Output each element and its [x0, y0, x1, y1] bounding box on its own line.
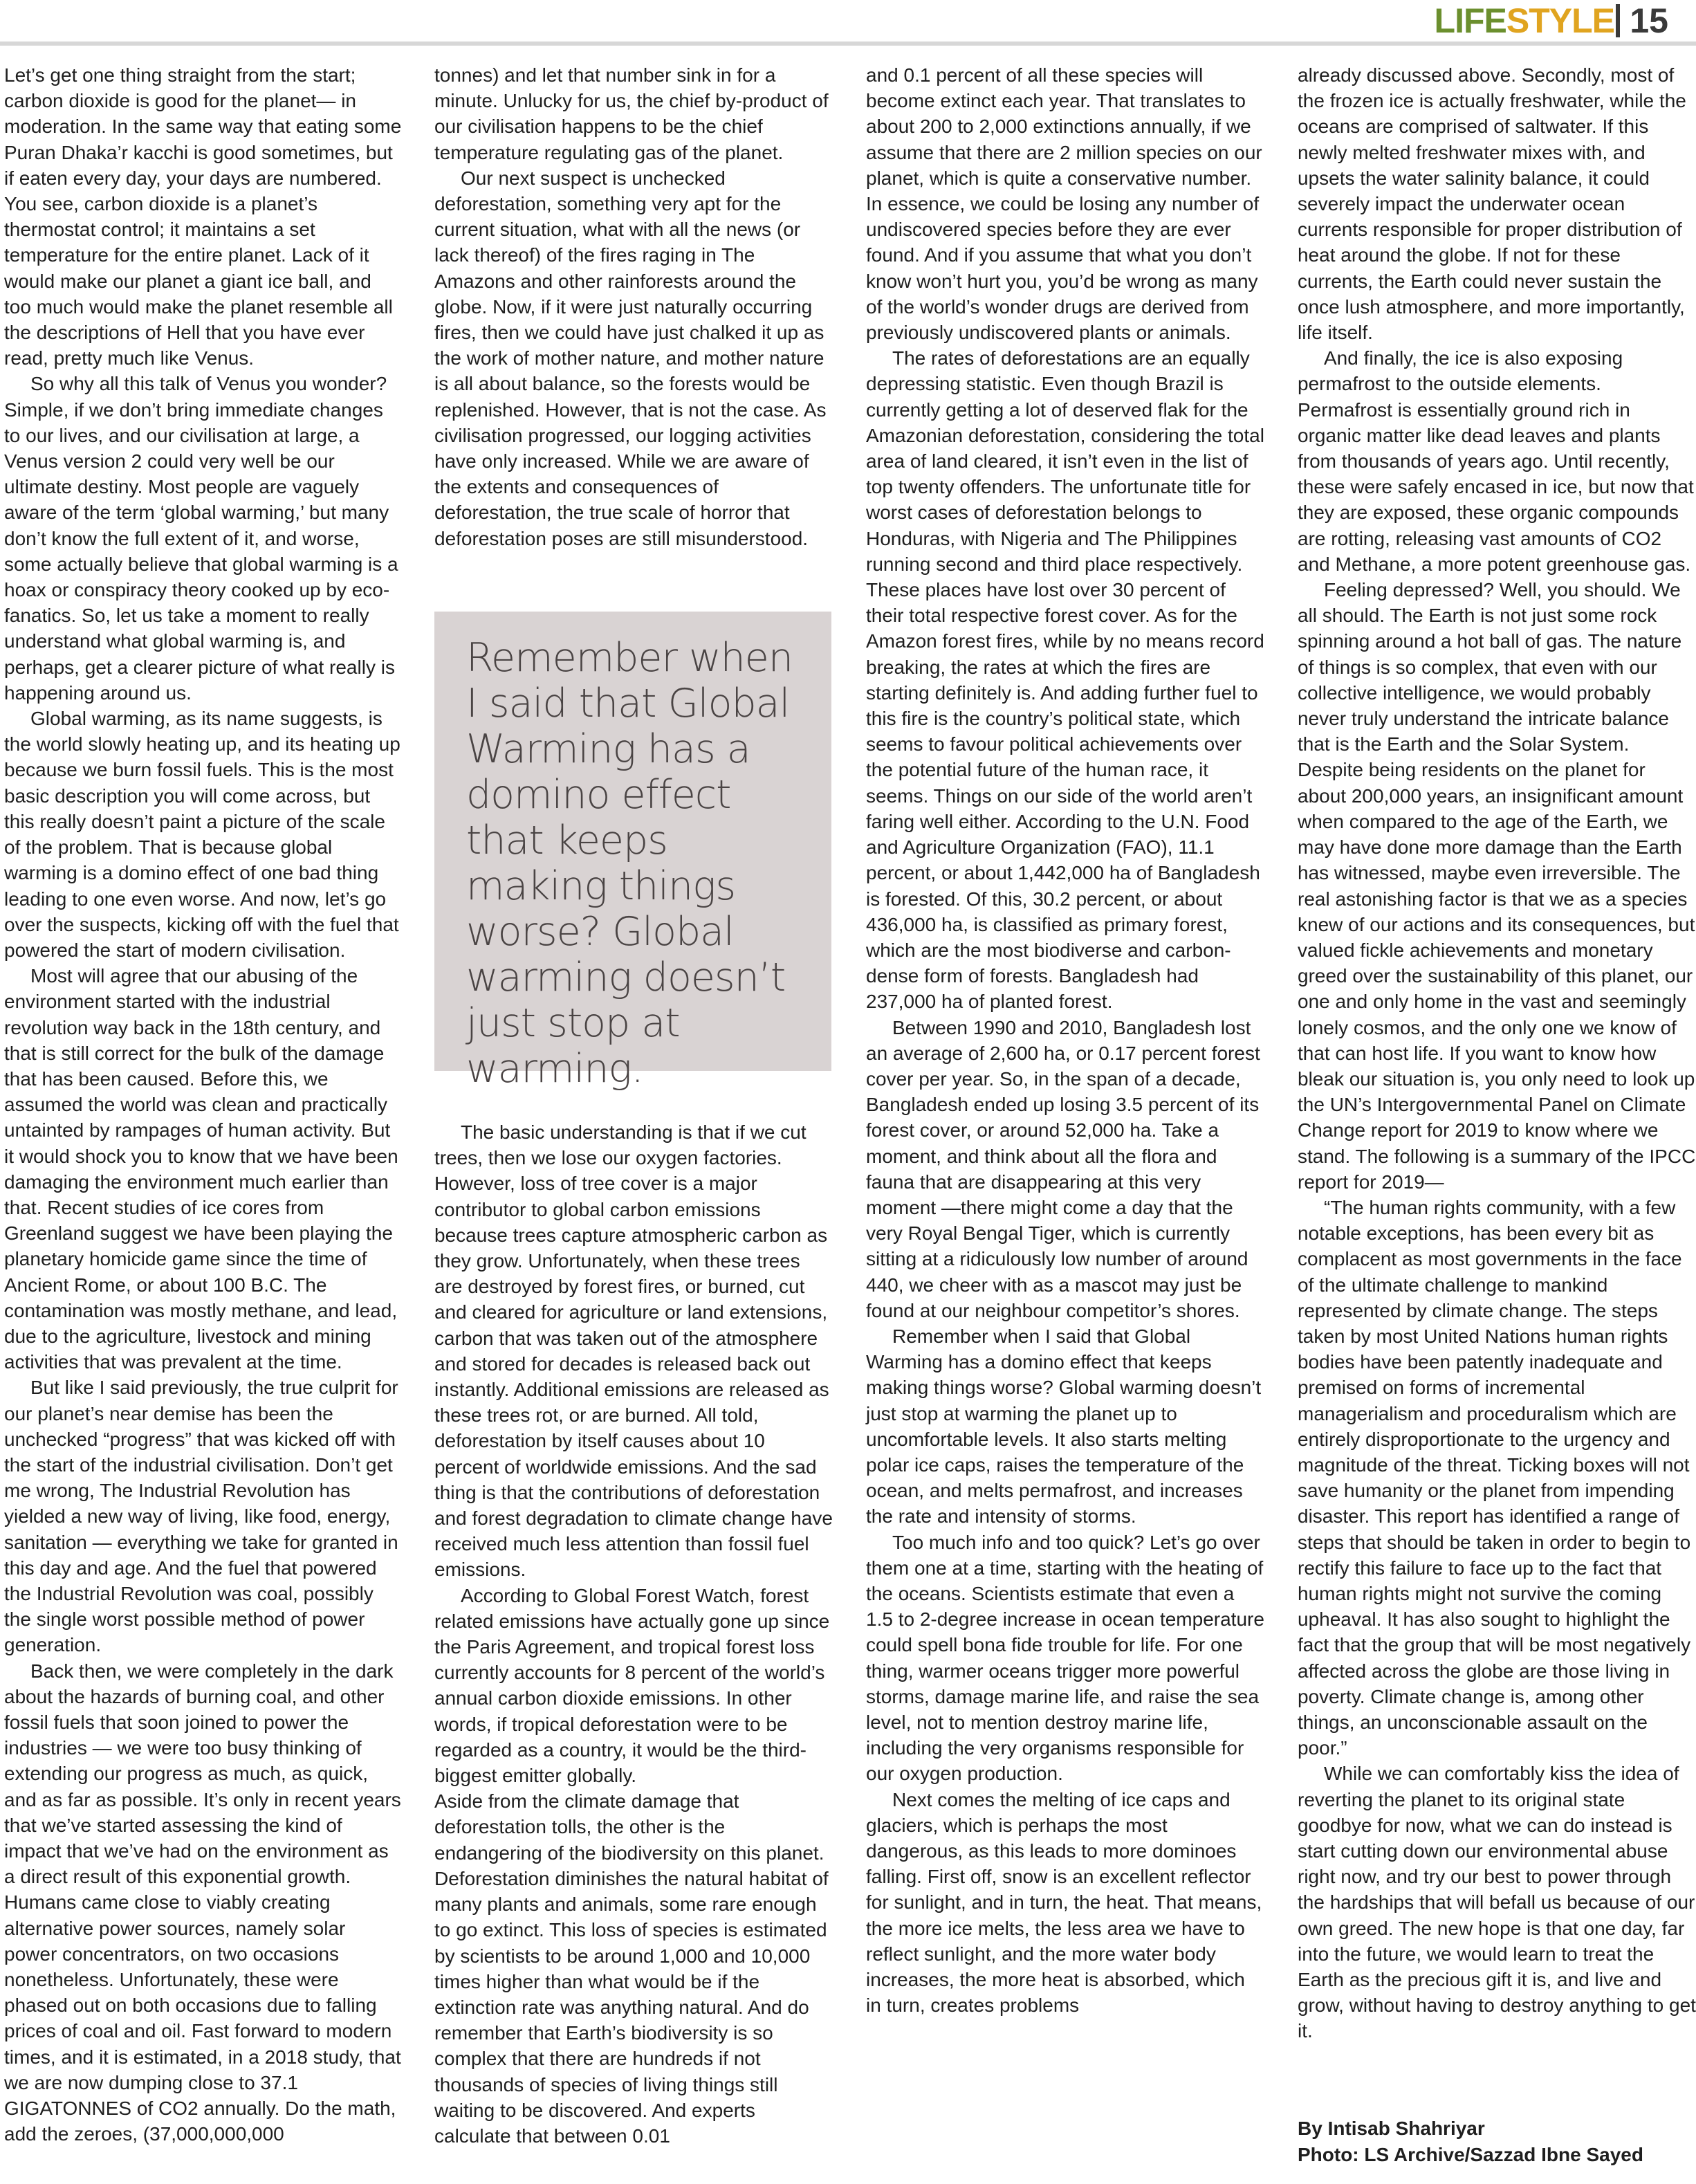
paragraph: Most will agree that our abusing of the environment started with the industrial revolution way back in the 18th century, and that is still correct for the bulk of the damage that has been caused. Before this, we assumed the world was clean and practically untainted by rampages of human activity. But it would shock you to know that we have been damaging the environment much earlier than that. Recent studies of ice cores from Greenland suggest we have been playing the planetary homicide game since the time of Ancient Rome, or about 100 B.C. The contamination was mostly methane, and lead, due to the agriculture, livestock and mining activities that was prevalent at the time. [4, 965, 398, 1373]
paragraph: tonnes) and let that number sink in for a minute. Unlucky for us, the chief by-product of our civilisation happens to be the chief temperature regulating gas of the planet. [434, 64, 829, 163]
pull-quote-text: Remember when I said that Global Warming has a domino effect that keeps making things worse? Global warming doesn’t just stop at warming. [466, 635, 793, 1092]
paragraph: Global warming, as its name suggests, is the world slowly heating up, and its heating up because we burn fossil fuels. This is the most basic description you will come across, but this really doesn’t paint a picture of the scale of the problem. That is because global warming is a domino effect of one bad thing leading to one even worse. And now, let’s go over the suspects, kicking off with the fuel that powered the start of modern civilisation. [4, 708, 400, 961]
page-number: 15 [1630, 1, 1668, 40]
article-column-1 [4, 62, 403, 2147]
paragraph: “The human rights community, with a few notable exceptions, has been every bit as complacent as most governments in the face of the ultimate challenge to mankind represented by climate change. The steps taken by most United Nations human rights bodies have been patently inadequate and premised on forms of incremental managerialism and proceduralism which are entirely disproportionate to the urgency and magnitude of the threat. Ticking boxes will not save humanity or the planet from impending disaster. This report has identified a range of steps that should be taken in order to begin to rectify this failure to face up to the fact that human rights might not survive the coming upheaval. It has also sought to highlight the fact that the group that will be most negatively affected across the globe are those living in poverty. Climate change is, among other things, an unconscionable assault on the poor.” [1298, 1196, 1691, 1759]
article-column-2-continued [434, 1119, 833, 2149]
paragraph: While we can comfortably kiss the idea of reverting the planet to its original state goodbye for now, what we can do instead is start cutting down our environmental abuse right now, and try our best to power through the hardships that will befall us because of our own greed. The new hope is that one day, far into the future, we would learn to treat the Earth as the precious gift it is, and live and grow, without having to destroy anything to get it. [1298, 1763, 1696, 2042]
paragraph: Our next suspect is unchecked deforestation, something very apt for the current situation, what with all the news (or lack thereof) of the fires raging in The Amazons and other rainforests around the globe. Now, if it were just naturally occurring fires, then we could have just chalked it up as the work of mother nature, and mother nature is all about balance, so the forests would be replenished. However, that is not the case. As civilisation progressed, our logging activities have only increased. While we are aware of the extents and consequences of deforestation, the true scale of horror that deforestation poses are still misunderstood. [434, 167, 827, 549]
section-logo-life: LIFE [1434, 1, 1506, 40]
section-logo-style: STYLE [1506, 1, 1614, 40]
paragraph: Remember when I said that Global Warming has a domino effect that keeps making things worse? Global warming doesn’t just stop at warming the planet up to uncomfortable levels. It also starts melting polar ice caps, raises the temperature of the ocean, and melts permafrost, and increases the rate and intensity of storms. [866, 1325, 1262, 1527]
paragraph: The rates of deforestations are an equally depressing statistic. Even though Brazil is currently getting a lot of deserved flak for the Amazonian deforestation, considering the total area of land cleared, it isn’t even in the list of top twenty offenders. The unfortunate title for worst cases of deforestation belongs to Honduras, with Nigeria and The Philippines running second and third place respectively. These places have lost over 30 percent of their total respective forest cover. As for the Amazon forest fires, while by no means record breaking, the rates at which the fires are starting definitely is. And adding further fuel to this fire is the country’s political state, which seems to favour political achievements over the potential future of the human race, it seems. Things on our side of the world aren’t faring well either. According to the U.N. Food and Agriculture Organization (FAO), 11.1 percent, or about 1,442,000 ha of Bangladesh is forested. Of this, 30.2 percent, or about 436,000 ha, is classified as primary forest, which are the most biodiverse and carbon-dense form of forests. Bangladesh had 237,000 ha of planted forest. [866, 347, 1264, 1013]
paragraph: Too much info and too quick? Let’s go over them one at a time, starting with the heating of the oceans. Scientists estimate that even a 1.5 to 2-degree increase in ocean temperature could spell bona fide trouble for life. For one thing, warmer oceans trigger more powerful storms, damage marine life, and raise the sea level, not to mention destroy marine life, including the very organisms responsible for our oxygen production. [866, 1531, 1264, 1785]
section-logo [1435, 1, 1614, 40]
paragraph: Let’s get one thing straight from the start; carbon dioxide is good for the planet— in moderation. In the same way that eating some Puran Dhaka’r kacchi is good sometimes, but if eaten every day, your days are numbered. You see, carbon dioxide is a planet’s thermostat control; it maintains a set temperature for the entire planet. Lack of it would make our planet a giant ice ball, and too much would make the planet resemble all the descriptions of Hell that you have ever read, pretty much like Venus. [4, 64, 402, 369]
paragraph: Next comes the melting of ice caps and glaciers, which is perhaps the most dangerous, as this leads to more dominoes falling. First off, snow is an excellent reflector for sunlight, and in turn, the heat. That means, the more ice melts, the less area we have to reflect sunlight, and the more water body increases, the more heat is absorbed, which in turn, creates problems [866, 1788, 1262, 2017]
paragraph: And finally, the ice is also exposing permafrost to the outside elements. Permafrost is essentially ground rich in organic matter like dead leaves and plants from thousands of years ago. Until recently, these were safely encased in ice, but now that they are exposed, these organic compounds are rotting, releasing vast amounts of CO2 and Methane, a more potent greenhouse gas. [1298, 347, 1694, 575]
paragraph: already discussed above. Secondly, most of the frozen ice is actually freshwater, while the oceans are comprised of saltwater. If this newly melted freshwater mixes with, and upsets the water salinity balance, it could severely impact the underwater ocean currents responsible for proper distribution of heat around the globe. If not for these currents, the Earth could never sustain the once lush atmosphere, and more importantly, life itself. [1298, 64, 1686, 344]
paragraph: Between 1990 and 2010, Bangladesh lost an average of 2,600 ha, or 0.17 percent forest cover per year. So, in the span of a decade, Bangladesh ended up losing 3.5 percent of its forest cover, or around 52,000 ha. Take a moment, and think about all the flora and fauna that are disappearing at this very moment —there might come a day that the very Royal Bengal Tiger, which is currently sitting at a ridiculously low number of around 440, we cheer with as a mascot may just be found at our neighbour competitor’s shores. [866, 1016, 1260, 1321]
article-column-2 [434, 62, 833, 551]
paragraph: But like I said previously, the true culprit for our planet’s near demise has been the unchecked “progress” that was kicked off with the start of the industrial civilisation. Don’t get me wrong, The Industrial Revolution has yielded a new way of living, like food, energy, sanitation — everything we take for granted in this day and age. And the fuel that powered the Industrial Revolution was coal, possibly the single worst possible method of power generation. [4, 1377, 398, 1656]
paragraph: Feeling depressed? Well, you should. We all should. The Earth is not just some rock spinning around a hot ball of gas. The nature of things is so complex, that even with our collective intelligence, we would probably never truly understand the intricate balance that is the Earth and the Solar System. Despite being residents on the planet for about 200,000 years, an insignificant amount when compared to the age of the Earth, we may have done more damage than the Earth has witnessed, maybe even irreversible. The real astonishing factor is that we as a species knew of our actions and its consequences, but valued fickle achievements and monetary greed over the sustainability of this planet, our one and only home in the vast and seemingly lonely cosmos, and the only one we know of that can host life. If you want to know how bleak our situation is, you only need to look up the UN’s Intergovernmental Panel on Climate Change report for 2019 to know where we stand. The following is a summary of the IPCC report for 2019— [1298, 579, 1696, 1193]
pull-quote-box [434, 612, 831, 1092]
paragraph: According to Global Forest Watch, forest related emissions have actually gone up since the Paris Agreement, and tropical forest loss currently accounts for 8 percent of the world’s annual carbon dioxide emissions. In other words, if tropical deforestation were to be regarded as a country, it would be the third-biggest emitter globally. [434, 1584, 830, 1787]
paragraph: and 0.1 percent of all these species will become extinct each year. That translates to about 200 to 2,000 extinctions annually, if we assume that there are 2 million species on our planet, which is quite a conservative number. In essence, we could be losing any number of undiscovered species before they are ever found. And if you assume that what you don’t know won’t hurt you, you’d be wrong as many of the world’s wonder drugs are derived from previously undiscovered plants or animals. [866, 64, 1262, 344]
paragraph: The basic understanding is that if we cut trees, then we lose our oxygen factories. However, loss of tree cover is a major contributor to global carbon emissions because trees capture atmospheric carbon as they grow. Unfortunately, when these trees are destroyed by forest fires, or burned, cut and cleared for agriculture or land extensions, carbon that was taken out of the atmosphere and stored for decades is released back out instantly. Additional emissions are released as these trees rot, or are burned. All told, deforestation by itself causes about 10 percent of worldwide emissions. And the sad thing is that the contributions of deforestation and forest degradation to climate change have received much less attention than fossil fuel emissions. [434, 1121, 833, 1581]
byline-block [1298, 2116, 1696, 2168]
article-column-4 [1298, 62, 1696, 2044]
author-byline: By Intisab Shahriyar [1298, 2118, 1485, 2139]
paragraph: Back then, we were completely in the dark about the hazards of burning coal, and other fossil fuels that soon joined to power the industries — we were too busy thinking of extending our progress as much, as quick, and as far as possible. It’s only in recent years that we’ve started assessing the kind of impact that we’ve had on the environment as a direct result of this exponential growth. Humans came close to viably creating alternative power sources, namely solar power concentrators, on two occasions nonetheless. Unfortunately, these were phased out on both occasions due to falling prices of coal and oil. Fast forward to modern times, and it is estimated, in a 2018 study, that we are now dumping close to 37.1 GIGATONNES of CO2 annually. Do the math, add the zeroes, (37,000,000,000 [4, 1660, 401, 2145]
paragraph: So why all this talk of Venus you wonder? Simple, if we don’t bring immediate changes to our lives, and our civilisation at large, a Venus version 2 could very well be our ultimate destiny. Most people are vaguely aware of the term ‘global warming,’ but many don’t know the full extent of it, and worse, some actually believe that global warming is a hoax or conspiracy theory cooked up by eco-fanatics. So, let us take a moment to really understand what global warming is, and perhaps, get a clearer picture of what really is happening around us. [4, 373, 398, 704]
paragraph: Aside from the climate damage that deforestation tolls, the other is the endangering of the biodiversity on this planet. Deforestation diminishes the natural habitat of many plants and animals, some rare enough to go extinct. This loss of species is estimated by scientists to be around 1,000 and 10,000 times higher than what would be if the extinction rate was anything natural. And do remember that Earth’s biodiversity is so complex that there are hundreds if not thousands of species of living things still waiting to be discovered. And experts calculate that between 0.01 [434, 1790, 829, 2147]
photo-credit: Photo: LS Archive/Sazzad Ibne Sayed [1298, 2144, 1643, 2165]
article-column-3 [866, 62, 1264, 2018]
